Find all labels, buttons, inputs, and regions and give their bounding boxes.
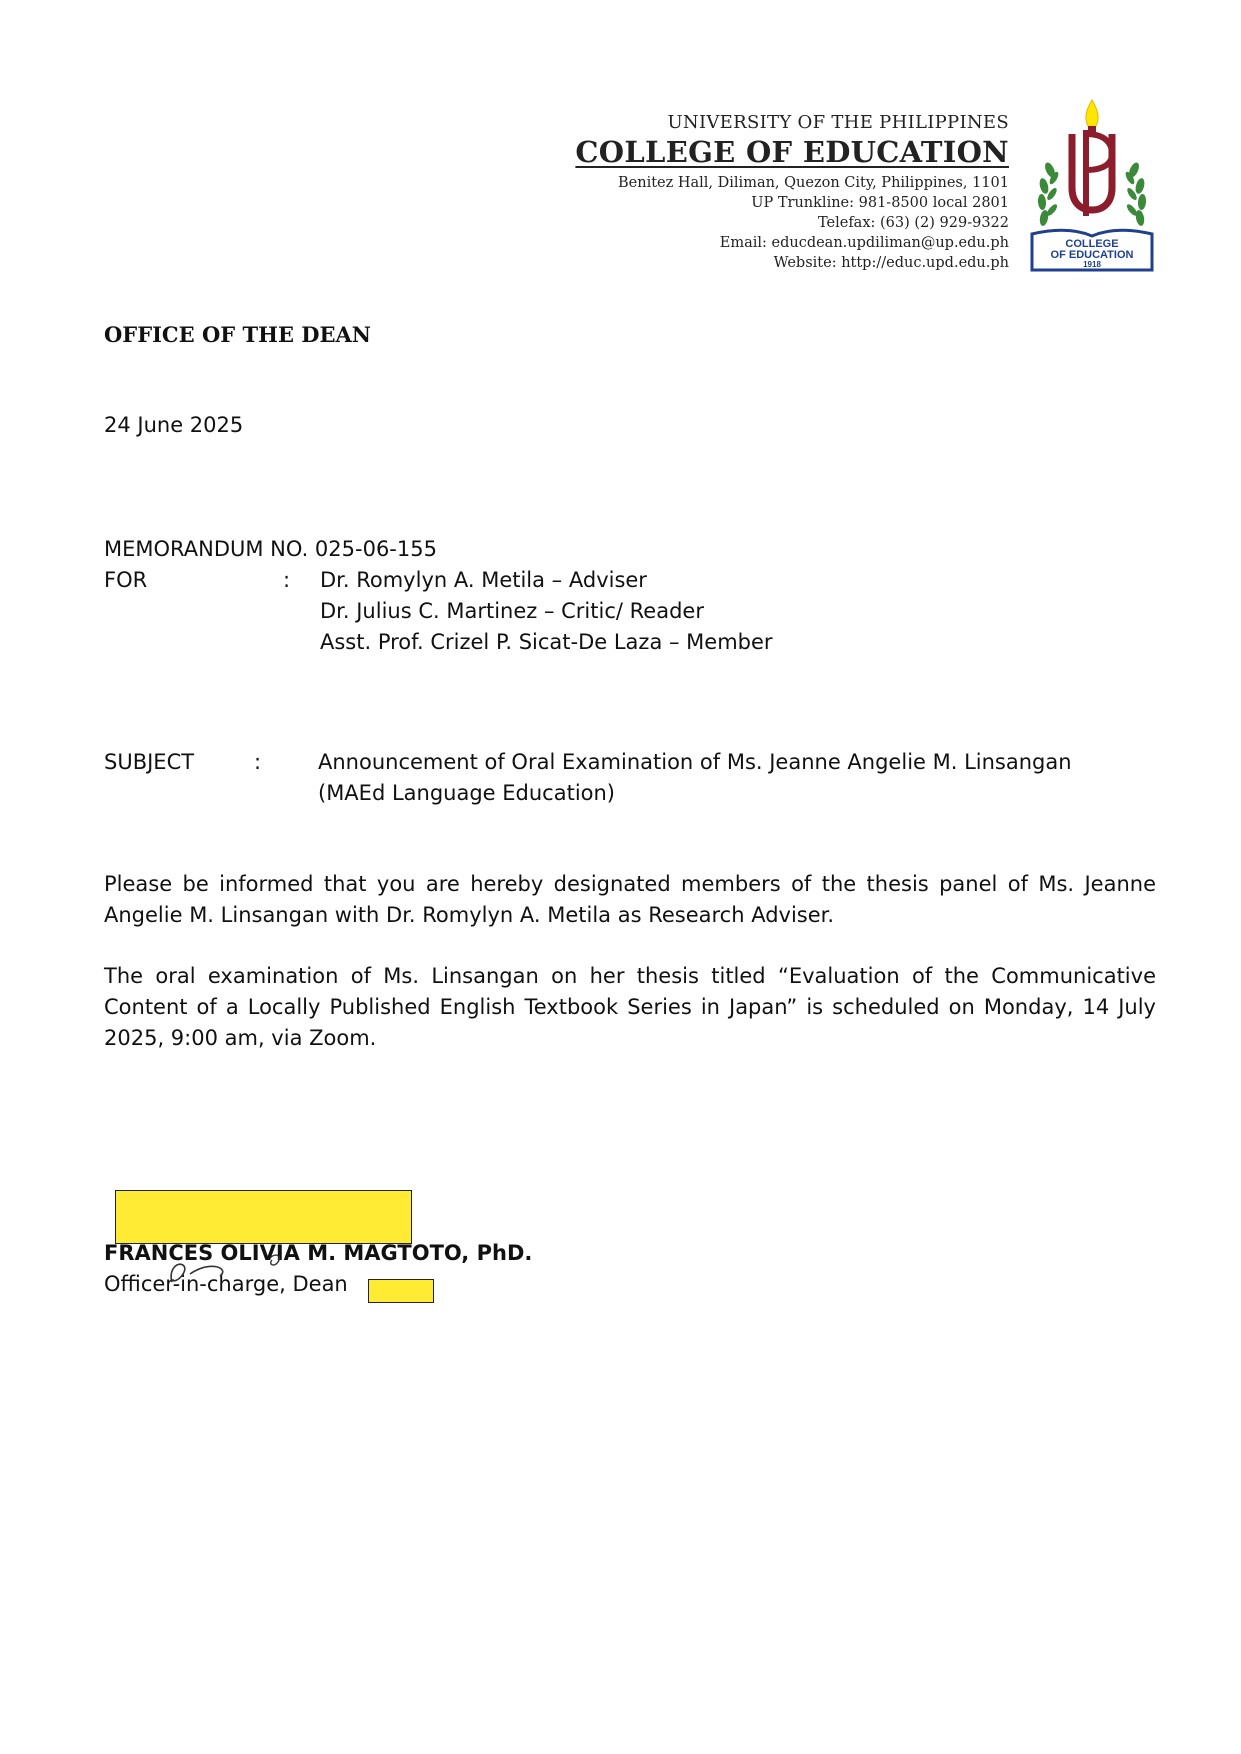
- email: Email: educdean.updiliman@up.edu.ph: [719, 235, 1009, 251]
- logo-text-college: COLLEGE: [1065, 238, 1119, 250]
- subject-line-1: Announcement of Oral Examination of Ms. Jeanne Angelie M. Linsangan: [318, 750, 1072, 774]
- address: Benitez Hall, Diliman, Quezon City, Philippines, 1101: [618, 175, 1009, 191]
- website: Website: http://educ.upd.edu.ph: [773, 255, 1009, 271]
- recipient-adviser: Dr. Romylyn A. Metila – Adviser: [320, 568, 647, 592]
- signatory-title: Officer-in-charge, Dean: [104, 1272, 348, 1296]
- logo-text-year: 1918: [1083, 260, 1101, 269]
- office-heading: OFFICE OF THE DEAN: [104, 322, 371, 347]
- subject-colon: :: [254, 750, 262, 774]
- redaction-box-small: [368, 1279, 434, 1303]
- recipient-critic: Dr. Julius C. Martinez – Critic/ Reader: [320, 599, 704, 623]
- logo-text-education: OF EDUCATION: [1050, 249, 1134, 261]
- body-paragraph-1: Please be informed that you are hereby designated members of the thesis panel of Ms. Jeanne Angelie M. Linsangan with Dr. Romylyn A. Metila as Research Adviser.: [104, 872, 1156, 927]
- memo-number: MEMORANDUM NO. 025-06-155: [104, 537, 437, 561]
- for-colon: :: [283, 568, 291, 592]
- subject-text: [318, 747, 1072, 809]
- subject-line-2: (MAEd Language Education): [318, 781, 616, 805]
- body-paragraph-2: The oral examination of Ms. Linsangan on her thesis titled “Evaluation of the Communicative Content of a Locally Published English Textbook Series in Japan” is scheduled on Monday, 14 July 2025, 9:00 am, via Zoom.: [104, 964, 1156, 1050]
- university-name: UNIVERSITY OF THE PHILIPPINES: [667, 112, 1009, 133]
- recipient-member: Asst. Prof. Crizel P. Sicat-De Laza – Member: [320, 630, 773, 654]
- telefax: Telefax: (63) (2) 929-9322: [817, 215, 1009, 231]
- college-logo-icon: [1028, 98, 1156, 276]
- trunkline: UP Trunkline: 981-8500 local 2801: [751, 195, 1009, 211]
- subject-label: SUBJECT: [104, 750, 195, 774]
- recipient-list: [320, 565, 773, 658]
- signatory-name: FRANCES OLIVIA M. MAGTOTO, PhD.: [104, 1241, 533, 1265]
- for-label: FOR: [104, 568, 148, 592]
- memo-date: 24 June 2025: [104, 413, 244, 437]
- letterhead: [575, 112, 1009, 273]
- college-name: COLLEGE OF EDUCATION: [575, 135, 1009, 169]
